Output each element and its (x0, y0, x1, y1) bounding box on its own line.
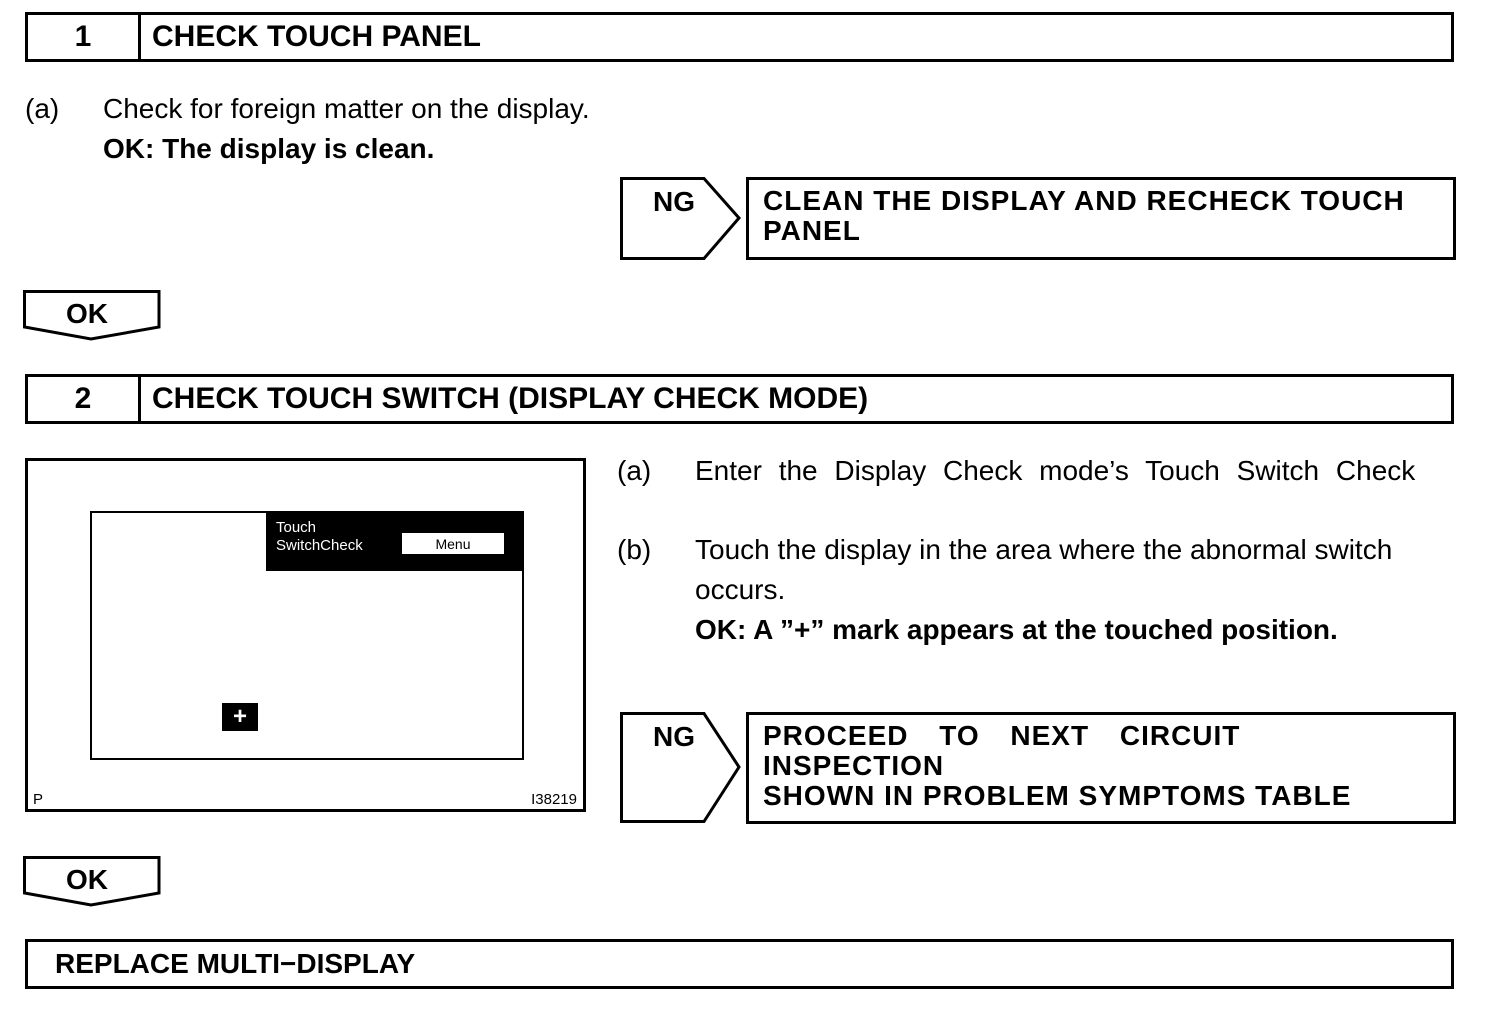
step-2-number: 2 (28, 377, 141, 421)
figure-corner-label: P (33, 791, 44, 808)
step-1-ng-action-line1: CLEAN THE DISPLAY AND RECHECK TOUCH (763, 185, 1405, 216)
menu-button: Menu (402, 533, 504, 554)
step-1-number: 1 (28, 15, 141, 59)
screen-title: Touch SwitchCheck (276, 519, 363, 554)
step-2-ng-label: NG (653, 721, 695, 752)
step-1-ok-condition: OK: The display is clean. (103, 133, 435, 164)
screen-header-bar (266, 513, 524, 571)
display-screen (90, 511, 524, 760)
step-2-header (25, 374, 1454, 424)
step-2-ng-action (746, 712, 1456, 824)
plus-mark-icon: + (222, 703, 258, 731)
step-2-b-text-line1: Touch the display in the area where the abnormal switch (695, 534, 1393, 565)
final-action-box: REPLACE MULTI−DISPLAY (25, 939, 1454, 989)
step-1-header (25, 12, 1454, 62)
step-1-a-text: Check for foreign matter on the display. (103, 93, 590, 124)
step-1-ng-label: NG (653, 186, 695, 217)
step-2-ok-condition: OK: A ”+” mark appears at the touched position. (695, 614, 1338, 645)
step-2-a-text-wrapper (695, 451, 1456, 491)
step-1-ng-action-line2: PANEL (763, 215, 861, 246)
step-1-ng-action (746, 177, 1456, 260)
touch-switch-check-figure (25, 458, 586, 812)
step-1-title: CHECK TOUCH PANEL (152, 20, 481, 53)
figure-id: I38219 (531, 791, 577, 808)
step-1-a-label: (a) (25, 93, 60, 124)
step-2-title: CHECK TOUCH SWITCH (DISPLAY CHECK MODE) (152, 382, 869, 415)
step-2-ng-action-line2: SHOWN IN PROBLEM SYMPTOMS TABLE (763, 780, 1352, 811)
step-1-ok-label: OK (66, 298, 108, 329)
step-2-b-label: (b) (617, 534, 652, 565)
step-2-a-label: (a) (617, 455, 652, 486)
step-2-b-text-line2: occurs. (695, 574, 786, 605)
step-2-ng-action-line1: PROCEED TO NEXT CIRCUIT INSPECTION (763, 720, 1241, 781)
step-2-a-text: Enter the Display Check mode’s Touch Switch Check (695, 455, 1416, 486)
step-2-ok-label: OK (66, 864, 108, 895)
